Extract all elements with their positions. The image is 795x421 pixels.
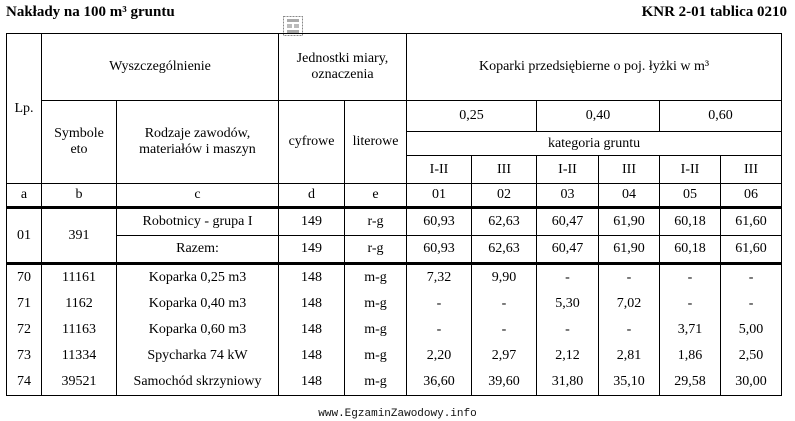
row-value: 60,93 <box>407 236 472 264</box>
row-symbol: 11163 <box>42 317 117 343</box>
row-name: Koparka 0,25 m3 <box>117 264 279 292</box>
cost-table <box>6 33 782 396</box>
row-value: 2,20 <box>407 343 472 369</box>
column-letter: 03 <box>537 184 599 208</box>
wyszczegolnienie-header: Wyszczególnienie <box>42 34 279 101</box>
row-symbol: 39521 <box>42 369 117 396</box>
column-letter: 01 <box>407 184 472 208</box>
jednostki-header: Jednostki miary, oznaczenia <box>279 34 407 101</box>
cyfrowe-header: cyfrowe <box>279 101 345 184</box>
row-lp: 70 <box>7 264 42 292</box>
row-value: 61,60 <box>721 236 782 264</box>
row-value: 3,71 <box>660 317 721 343</box>
table-row <box>7 343 782 369</box>
row-unit-code: 148 <box>279 317 345 343</box>
row-value: - <box>660 264 721 292</box>
row-unit-code: 149 <box>279 236 345 264</box>
row-lp: 74 <box>7 369 42 396</box>
row-value: 39,60 <box>472 369 537 396</box>
row-value: 7,02 <box>599 291 660 317</box>
row-value: 61,90 <box>599 236 660 264</box>
category-header: III <box>599 156 660 184</box>
koparki-header: Koparki przedsiębierne o poj. łyżki w m³ <box>407 34 782 101</box>
category-header: III <box>721 156 782 184</box>
column-letter: d <box>279 184 345 208</box>
table-row <box>7 291 782 317</box>
row-value: - <box>472 291 537 317</box>
table-row <box>7 369 782 396</box>
row-unit-code: 149 <box>279 208 345 236</box>
category-header: I-II <box>660 156 721 184</box>
row-lp: 72 <box>7 317 42 343</box>
watermark: www.EgzaminZawodowy.info <box>318 408 477 420</box>
row-unit-letters: m-g <box>345 264 407 292</box>
table-row <box>7 208 782 236</box>
row-unit-letters: m-g <box>345 317 407 343</box>
symbole-header: Symbole eto <box>42 101 117 184</box>
row-lp: 01 <box>7 208 42 264</box>
column-letter: e <box>345 184 407 208</box>
row-value: 60,47 <box>537 236 599 264</box>
column-letter: b <box>42 184 117 208</box>
page-title: Nakłady na 100 m³ gruntu <box>6 4 175 20</box>
row-value: 5,00 <box>721 317 782 343</box>
literowe-header: literowe <box>345 101 407 184</box>
lp-header: Lp. <box>7 34 42 184</box>
table-row <box>7 317 782 343</box>
row-value: 30,00 <box>721 369 782 396</box>
row-value: 2,97 <box>472 343 537 369</box>
column-letter: a <box>7 184 42 208</box>
row-symbol: 391 <box>42 208 117 264</box>
row-value: 60,93 <box>407 208 472 236</box>
table-reference: KNR 2-01 tablica 0210 <box>641 4 787 20</box>
row-name: Spycharka 74 kW <box>117 343 279 369</box>
row-value: 29,58 <box>660 369 721 396</box>
row-value: - <box>721 291 782 317</box>
row-value: - <box>537 317 599 343</box>
capacity-header-040: 0,40 <box>537 101 660 132</box>
row-unit-code: 148 <box>279 343 345 369</box>
row-value: - <box>599 264 660 292</box>
row-value: - <box>599 317 660 343</box>
row-lp: 71 <box>7 291 42 317</box>
capacity-header-025: 0,25 <box>407 101 537 132</box>
row-unit-code: 148 <box>279 291 345 317</box>
row-value: 60,47 <box>537 208 599 236</box>
row-value: - <box>407 317 472 343</box>
category-header: I-II <box>407 156 472 184</box>
category-header: III <box>472 156 537 184</box>
row-lp: 73 <box>7 343 42 369</box>
row-value: - <box>721 264 782 292</box>
row-name: Samochód skrzyniowy <box>117 369 279 396</box>
row-value: 60,18 <box>660 236 721 264</box>
row-unit-letters: r-g <box>345 236 407 264</box>
row-value: 61,60 <box>721 208 782 236</box>
row-name: Razem: <box>117 236 279 264</box>
column-letter: 06 <box>721 184 782 208</box>
kategoria-header: kategoria gruntu <box>407 132 782 156</box>
row-unit-letters: m-g <box>345 343 407 369</box>
row-value: 61,90 <box>599 208 660 236</box>
row-value: - <box>660 291 721 317</box>
column-letter: c <box>117 184 279 208</box>
row-name: Robotnicy - grupa I <box>117 208 279 236</box>
row-value: 35,10 <box>599 369 660 396</box>
row-unit-letters: m-g <box>345 369 407 396</box>
row-symbol: 11161 <box>42 264 117 292</box>
row-unit-letters: r-g <box>345 208 407 236</box>
row-name: Koparka 0,40 m3 <box>117 291 279 317</box>
row-value: 7,32 <box>407 264 472 292</box>
row-value: 36,60 <box>407 369 472 396</box>
row-symbol: 11334 <box>42 343 117 369</box>
row-value: 2,81 <box>599 343 660 369</box>
row-value: - <box>407 291 472 317</box>
row-value: 5,30 <box>537 291 599 317</box>
row-value: 31,80 <box>537 369 599 396</box>
row-value: 60,18 <box>660 208 721 236</box>
category-header: I-II <box>537 156 599 184</box>
table-row <box>7 236 782 264</box>
capacity-header-060: 0,60 <box>660 101 782 132</box>
table-row <box>7 264 782 292</box>
row-value: 2,50 <box>721 343 782 369</box>
row-value: - <box>472 317 537 343</box>
row-value: 2,12 <box>537 343 599 369</box>
row-value: 62,63 <box>472 236 537 264</box>
column-letter: 04 <box>599 184 660 208</box>
row-value: 62,63 <box>472 208 537 236</box>
row-value: - <box>537 264 599 292</box>
row-name: Koparka 0,60 m3 <box>117 317 279 343</box>
row-unit-code: 148 <box>279 369 345 396</box>
row-unit-code: 148 <box>279 264 345 292</box>
row-symbol: 1162 <box>42 291 117 317</box>
column-letter: 05 <box>660 184 721 208</box>
rodzaje-header: Rodzaje zawodów, materiałów i maszyn <box>117 101 279 184</box>
column-letter: 02 <box>472 184 537 208</box>
row-value: 1,86 <box>660 343 721 369</box>
row-value: 9,90 <box>472 264 537 292</box>
row-unit-letters: m-g <box>345 291 407 317</box>
